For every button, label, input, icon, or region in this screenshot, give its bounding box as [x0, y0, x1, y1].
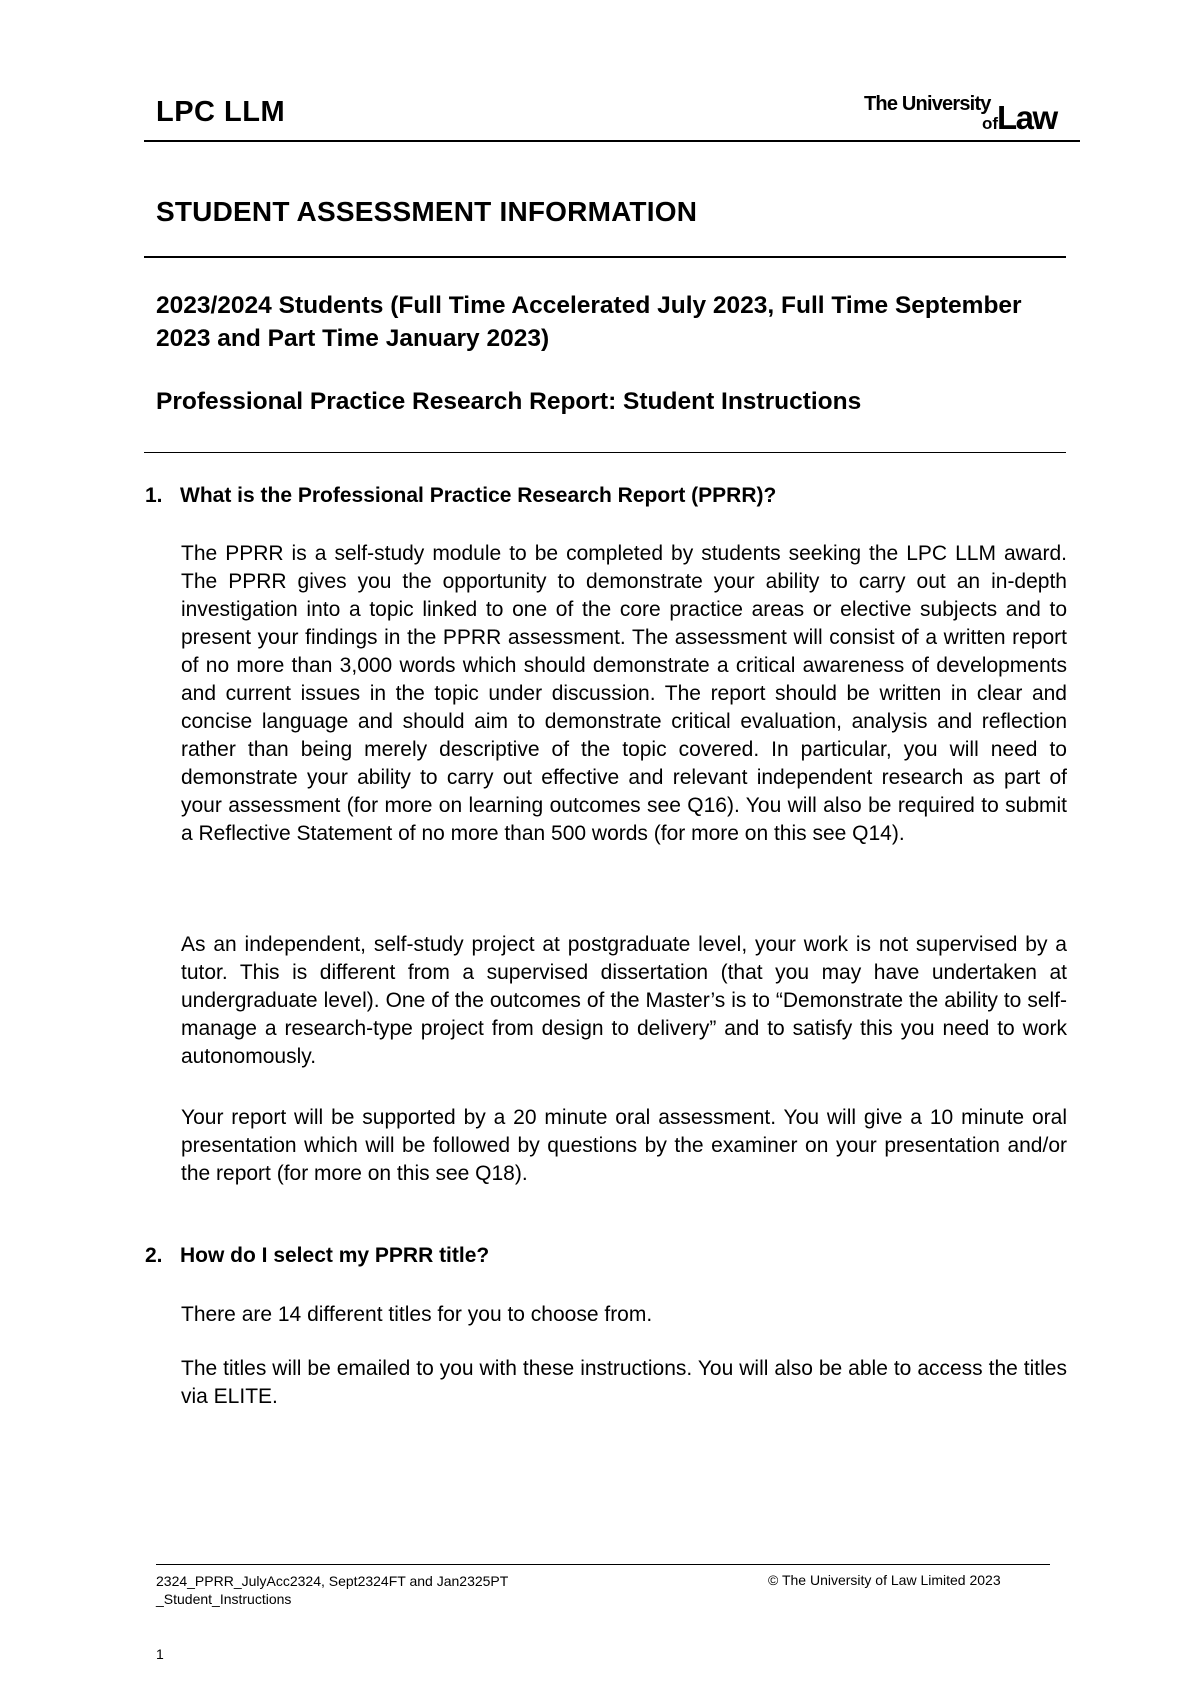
logo-line-1: The University — [864, 93, 991, 115]
paragraph: The titles will be emailed to you with these instructions. You will also be able to access the titles via ELITE. — [181, 1357, 1067, 1408]
paragraph: There are 14 different titles for you to choose from. — [181, 1303, 653, 1326]
paragraph: The PPRR is a self-study module to be completed by students seeking the LPC LLM award. The PPRR gives you the opportunity to demonstrate your ability to carry out an in-depth investigation into a topic linked to one of the core practice areas or elective subjects and to present your findings in the PPRR assessment. The assessment will consist of a written report of no more than 3,000 words which should demonstrate a critical awareness of developments and current issues in the topic under discussion. The report should be written in clear and concise language and should aim to demonstrate critical evaluation, analysis and reflection rather than being merely descriptive of the topic covered. In particular, you will need to demonstrate your ability to carry out effective and relevant independent research as part of your assessment (for more on learning outcomes see Q16). You will also be required to submit a Reflective Statement of no more than 500 words (for more on this see Q14). — [181, 542, 1067, 845]
footer-copyright: © The University of Law Limited 2023 — [768, 1572, 1001, 1588]
paragraph: Your report will be supported by a 20 minute oral assessment. You will give a 10 minute oral presentation which will be followed by questions by the examiner on your presentation and/or the report (for more on this see Q18). — [181, 1106, 1067, 1185]
document-heading: Professional Practice Research Report: Student Instructions — [156, 388, 862, 415]
footer-code-line-1: 2324_PPRR_JulyAcc2324, Sept2324FT and Jan2325PT — [156, 1573, 509, 1589]
document-title: STUDENT ASSESSMENT INFORMATION — [156, 196, 698, 227]
title-divider — [144, 256, 1066, 258]
section-heading — [145, 484, 776, 508]
header-divider — [144, 140, 1080, 142]
university-logo — [864, 93, 1074, 139]
header-title: LPC LLM — [156, 96, 286, 128]
footer-document-code — [156, 1572, 508, 1608]
heading-divider — [144, 452, 1066, 453]
page-number: 1 — [156, 1646, 164, 1662]
document-subtitle: 2023/2024 Students (Full Time Accelerated July 2023, Full Time September 2023 and Part Time January 2023) — [156, 292, 1022, 352]
paragraph: As an independent, self-study project at postgraduate level, your work is not supervised by a tutor. This is different from a supervised dissertation (that you may have undertaken at undergraduate level). One of the outcomes of the Master’s is to “Demonstrate the ability to self-manage a research-type project from design to delivery” and to satisfy this you need to work autonomously. — [181, 933, 1067, 1068]
logo-line-3: Law — [997, 99, 1057, 136]
footer-code-line-2: _Student_Instructions — [156, 1591, 292, 1607]
section-heading — [145, 1244, 489, 1268]
section-heading-text: How do I select my PPRR title? — [180, 1244, 490, 1267]
section-number: 1. — [145, 484, 163, 507]
section-number: 2. — [145, 1244, 163, 1267]
section-heading-text: What is the Professional Practice Research Report (PPRR)? — [180, 484, 777, 507]
logo-line-2: of — [982, 114, 999, 133]
footer-divider — [156, 1564, 1050, 1565]
